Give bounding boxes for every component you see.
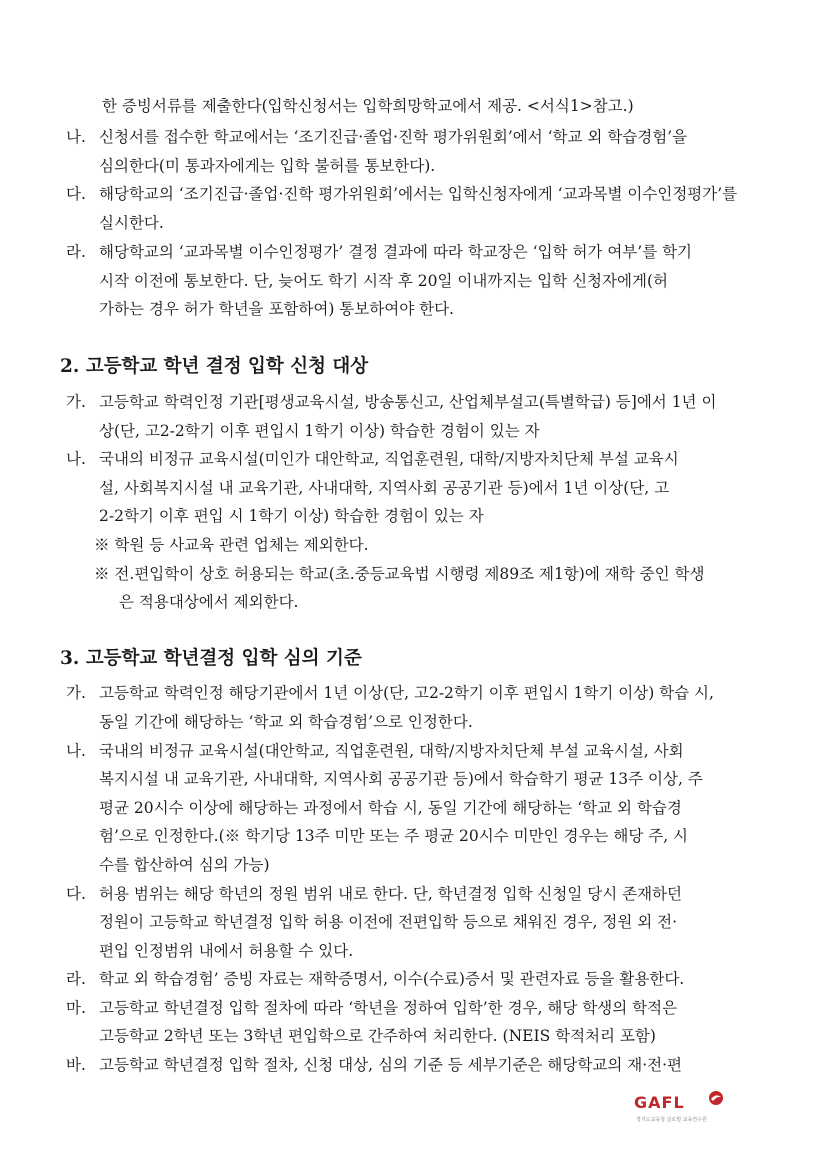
intro-ra-line-3: 가하는 경우 허가 학년을 포함하여) 통보하여야 한다. <box>99 300 454 318</box>
s2-na-line-1: 국내의 비정규 교육시설(미인가 대안학교, 직업훈련원, 대학/지방자치단체 부설 교육시 <box>99 450 679 468</box>
section-2-heading: 2. 고등학교 학년 결정 입학 신청 대상 <box>60 356 369 377</box>
s2-note-2-line-1: ※ 전.편입학이 상호 허용되는 학교(초.중등교육법 시행령 제89조 제1항)에 재학 중인 학생 <box>94 565 705 583</box>
logo-wordmark: GAFL <box>634 1093 685 1112</box>
s3-ga-line-1: 고등학교 학력인정 해당기관에서 1년 이상(단, 고2-2학기 이후 편입시 1학기 이상) 학습 시, <box>99 684 714 702</box>
item-marker-da: 다. <box>66 185 86 203</box>
intro-na-line-1: 신청서를 접수한 학교에서는 ‘조기진급·졸업·진학 평가위원회’에서 ‘학교 외 학습경험’을 <box>99 128 688 146</box>
intro-da-line-1: 해당학교의 ‘조기진급·졸업·진학 평가위원회’에서는 입학신청자에게 ‘교과목별 이수인정평가’를 <box>99 185 738 203</box>
item-marker-ga: 가. <box>66 684 86 702</box>
s2-ga-line-2: 상(단, 고2-2학기 이후 편입시 1학기 이상) 학습한 경험이 있는 자 <box>99 422 540 440</box>
intro-da-line-2: 실시한다. <box>99 214 164 232</box>
s3-na-line-4: 험’으로 인정한다.(※ 학기당 13주 미만 또는 주 평균 20시수 미만인 경우는 해당 주, 시 <box>99 827 689 845</box>
s3-na-line-2: 복지시설 내 교육기관, 사내대학, 지역사회 공공기관 등)에서 학습학기 평균 13주 이상, 주 <box>99 770 703 788</box>
s3-ma-line-1: 고등학교 학년결정 입학 절차에 따라 ‘학년을 정하여 입학’한 경우, 해당 학생의 학적은 <box>99 999 678 1017</box>
intro-line-1: 한 증빙서류를 제출한다(입학신청서는 입학희망학교에서 제공. <서식1>참고.) <box>102 97 634 115</box>
s3-na-line-5: 수를 합산하여 심의 가능) <box>99 856 270 874</box>
s2-note-1: ※ 학원 등 사교육 관련 업체는 제외한다. <box>94 536 369 554</box>
item-marker-ma: 마. <box>66 999 86 1017</box>
s3-da-line-1: 허용 범위는 해당 학년의 정원 범위 내로 한다. 단, 학년결정 입학 신청일 당시 존재하던 <box>99 885 682 903</box>
s2-na-line-3: 2-2학기 이후 편입 시 1학기 이상) 학습한 경험이 있는 자 <box>99 507 484 525</box>
section-3-heading: 3. 고등학교 학년결정 입학 심의 기준 <box>60 648 362 669</box>
s3-ra-line-1: 학교 외 학습경험’ 증빙 자료는 재학증명서, 이수(수료)증서 및 관련자료 등을 활용한다. <box>99 970 685 988</box>
s3-ga-line-2: 동일 기간에 해당하는 ‘학교 외 학습경험’으로 인정한다. <box>99 713 473 731</box>
item-marker-ra: 라. <box>66 243 86 261</box>
gafl-logo <box>630 1090 730 1130</box>
item-marker-ra: 라. <box>66 970 86 988</box>
s3-da-line-2: 정원이 고등학교 학년결정 입학 허용 이전에 전편입학 등으로 채워진 경우, 정원 외 전· <box>99 913 678 931</box>
logo-swoosh-icon <box>708 1090 724 1106</box>
item-marker-na: 나. <box>66 128 86 146</box>
item-marker-ba: 바. <box>66 1056 86 1074</box>
s2-na-line-2: 설, 사회복지시설 내 교육기관, 사내대학, 지역사회 공공기관 등)에서 1년 이상(단, 고 <box>99 479 670 497</box>
intro-ra-line-1: 해당학교의 ‘교과목별 이수인정평가’ 결정 결과에 따라 학교장은 ‘입학 허가 여부’를 학기 <box>99 243 693 261</box>
s3-ba-line-1: 고등학교 학년결정 입학 절차, 신청 대상, 심의 기준 등 세부기준은 해당학교의 재·전·편 <box>99 1056 682 1074</box>
intro-ra-line-2: 시작 이전에 통보한다. 단, 늦어도 학기 시작 후 20일 이내까지는 입학 신청자에게(허 <box>99 272 668 290</box>
s3-ma-line-2: 고등학교 2학년 또는 3학년 편입학으로 간주하여 처리한다. (NEIS 학적처리 포함) <box>99 1027 656 1045</box>
item-marker-da: 다. <box>66 885 86 903</box>
logo-subtitle: 경기도교육청 글로벌 교육연수원 <box>636 1117 707 1123</box>
s3-na-line-3: 평균 20시수 이상에 해당하는 과정에서 학습 시, 동일 기간에 해당하는 ‘학교 외 학습경 <box>99 799 682 817</box>
item-marker-na: 나. <box>66 742 86 760</box>
s2-note-2-line-2: 은 적용대상에서 제외한다. <box>119 593 299 611</box>
s2-ga-line-1: 고등학교 학력인정 기관[평생교육시설, 방송통신고, 산업체부설고(특별학급) 등]에서 1년 이 <box>99 393 717 411</box>
item-marker-na: 나. <box>66 450 86 468</box>
s3-da-line-3: 편입 인정범위 내에서 허용할 수 있다. <box>99 942 354 960</box>
item-marker-ga: 가. <box>66 393 86 411</box>
intro-na-line-2: 심의한다(미 통과자에게는 입학 불허를 통보한다). <box>99 157 436 175</box>
s3-na-line-1: 국내의 비정규 교육시설(대안학교, 직업훈련원, 대학/지방자치단체 부설 교육시설, 사회 <box>99 742 684 760</box>
